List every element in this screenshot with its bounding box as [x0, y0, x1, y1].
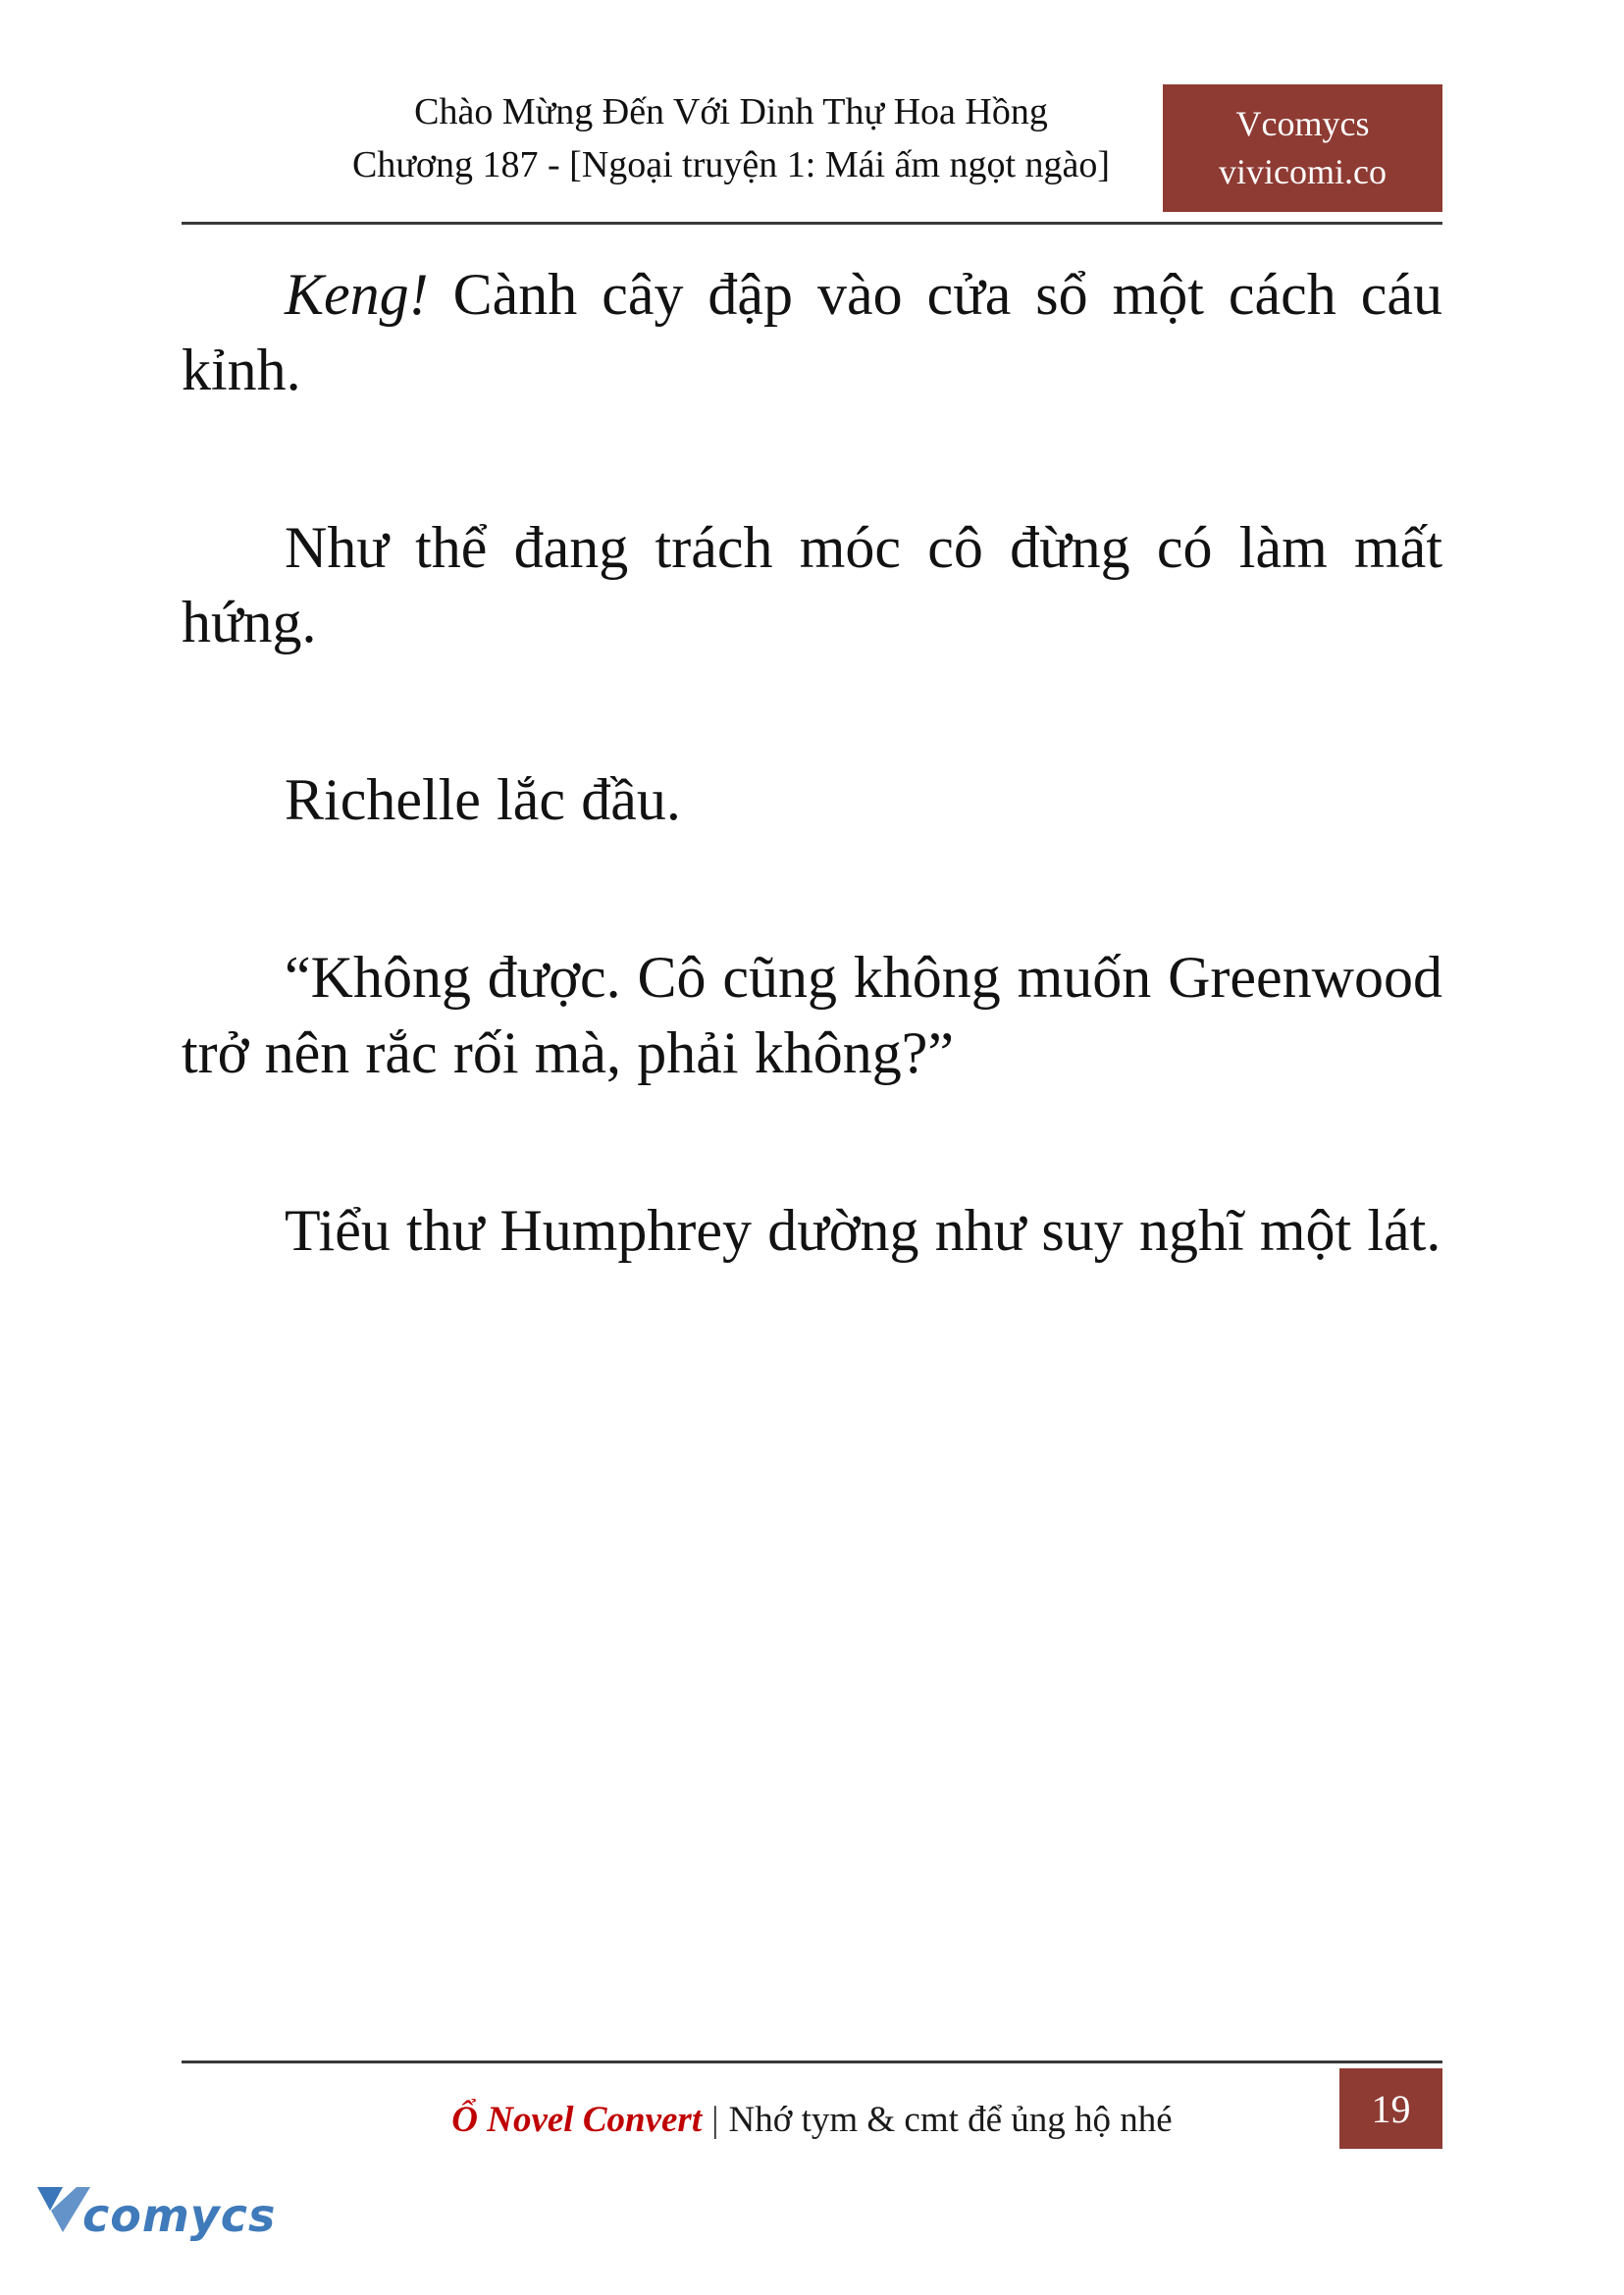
- footer-credit: [182, 2080, 1442, 2159]
- brand-badge: [1163, 84, 1442, 212]
- footer-divider: [182, 2060, 1442, 2063]
- watermark-logo: [27, 2173, 277, 2262]
- paragraph-text: “Không được. Cô cũng không muốn Greenwood trở nên rắc rối mà, phải không?”: [182, 944, 1442, 1085]
- paragraph: [182, 762, 1442, 838]
- paragraph-emphasis: Keng!: [285, 262, 429, 327]
- footer-note: Nhớ tym & cmt để ủng hộ nhé: [728, 2099, 1173, 2140]
- watermark-label: comycs: [82, 2189, 277, 2242]
- paragraph-text: Cành cây đập vào cửa sổ một cách cáu kỉnh.: [182, 262, 1442, 402]
- page-footer: [182, 2060, 1442, 2168]
- paragraph-text: Tiểu thư Humphrey dường như suy nghĩ một lát.: [285, 1197, 1441, 1263]
- brand-url: vivicomi.co: [1219, 152, 1387, 191]
- chapter-title: Chương 187 - [Ngoại truyện 1: Mái ấm ngọt ngào]: [351, 143, 1111, 185]
- footer-separator: |: [711, 2099, 719, 2140]
- paragraph-text: Như thể đang trách móc cô đừng có làm mất hứng.: [182, 514, 1442, 655]
- page-header: [182, 86, 1442, 222]
- header-divider: [182, 222, 1442, 225]
- brand-name: Vcomycs: [1235, 104, 1370, 144]
- paragraph: [182, 510, 1442, 661]
- novel-title: Chào Mừng Đến Với Dinh Thự Hoa Hồng: [414, 91, 1048, 132]
- paragraph-text: Richelle lắc đầu.: [285, 767, 681, 833]
- page-number-badge: [1339, 2068, 1442, 2149]
- paragraph: [182, 940, 1442, 1091]
- page-number: 19: [1371, 2086, 1411, 2131]
- footer-brand: Ổ Novel Convert: [451, 2099, 703, 2140]
- paragraph: [182, 257, 1442, 408]
- paragraph: [182, 1193, 1442, 1269]
- page-content: [182, 257, 1442, 1268]
- header-title-block: [182, 86, 1281, 192]
